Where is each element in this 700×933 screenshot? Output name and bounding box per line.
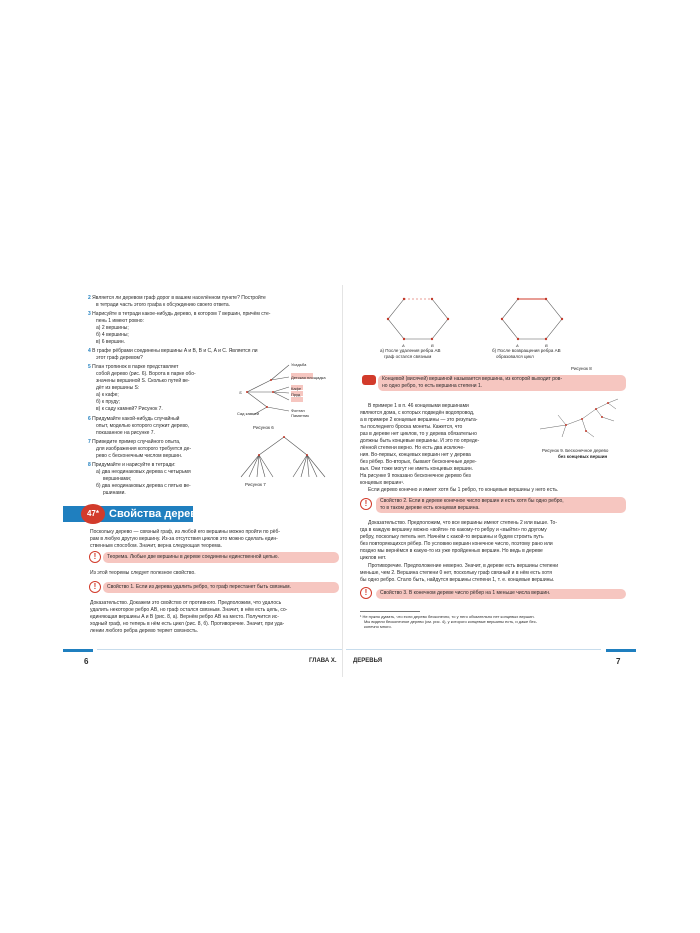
proof-line: лении любого ребра дерево теряет связность. xyxy=(90,628,199,634)
exercise-number: 3 xyxy=(88,311,91,317)
fig8-vertex-label: B xyxy=(431,343,434,348)
body-line: а в примере 2 концевые вершины — это результа- xyxy=(360,417,478,423)
figure-6-caption: Рисунок 6 xyxy=(253,425,274,430)
exercise-number: 5 xyxy=(88,364,91,370)
figure-9-caption: Рисунок 9. Бесконечное дерево xyxy=(542,448,609,453)
property-3-text: Свойство 3. В конечном дереве число рёбер на 1 меньше числа вершин. xyxy=(380,590,551,596)
proof2-line: ребру, поскольку петель нет. Начнём с какой-то вершины и будем строить путь xyxy=(360,534,544,540)
proof2-line: Доказательство. Предположим, что все вершины имеют степень 2 или выше. То- xyxy=(368,520,557,526)
body-line: концевых вершин¹. xyxy=(360,480,405,486)
figure-6-park-tree xyxy=(233,359,343,417)
footnote-line: конечно много. xyxy=(364,624,392,629)
exercise-text: вершинами; xyxy=(103,476,132,482)
figure-7-caption: Рисунок 7 xyxy=(245,482,266,487)
footer-bar xyxy=(97,649,342,650)
exercise-text: б) два неодинаковых дерева с пятью ве- xyxy=(96,483,191,489)
footnote-line: Мы видели бесконечное дерево (см. рис. 4), у которого концевые вершины есть, и даже бес- xyxy=(364,619,538,624)
contra-line: бы одно ребро. Стало быть, найдутся вершины степени 1, т. е. концевые вершины. xyxy=(360,577,555,583)
book-icon xyxy=(362,375,376,385)
footnote-rule xyxy=(360,611,420,612)
proof2-line: циклов нет. xyxy=(360,555,387,561)
fig6-label: Кафе xyxy=(291,386,302,391)
property-2-line: то в таком дереве есть концевая вершина. xyxy=(380,505,480,511)
exercise-text: в) к саду камней? Рисунок 7. xyxy=(96,406,163,412)
exercise-text: Является ли деревом граф дорог в вашем населённом пункте? Постройте xyxy=(92,295,266,301)
chapter-footer: ДЕРЕВЬЯ xyxy=(353,658,383,664)
page-number: 6 xyxy=(84,657,89,666)
left-page xyxy=(63,285,342,677)
body-line: лённой степени верно. Но есть два исключе- xyxy=(360,445,465,451)
exercise-text: Придумайте и нарисуйте в тетради: xyxy=(92,462,176,468)
proof2-line: гда в каждую вершину можно «войти» по какому-то ребру и «выйти» по другому xyxy=(360,527,547,533)
property-1-text: Свойство 1. Если из дерева удалить ребро, то граф перестанет быть связным. xyxy=(107,584,291,590)
theorem-text: Теорема. Любые две вершины в дереве соединены единственной цепью. xyxy=(107,554,279,560)
exercise-text: этот граф деревом? xyxy=(96,355,143,361)
body-line: ния. Во-первых, концевых вершин нет у дерева xyxy=(360,452,471,458)
body-line: вья. Они тоже могут не иметь концевых вершин. xyxy=(360,466,473,472)
fig8-vertex-label: A xyxy=(516,343,519,348)
fig6-label: Пруд xyxy=(291,392,301,397)
definition-line: но одно ребро, то есть вершина степени 1. xyxy=(382,383,483,389)
fig8-vertex-label: B xyxy=(545,343,548,348)
fig8-vertex-label: A xyxy=(402,343,405,348)
proof2-line: поздно мы вернёмся в какую-то из уже пройденных вершин. Но ведь в дереве xyxy=(360,548,543,554)
page-number: 7 xyxy=(616,657,621,666)
figure-9-infinite-tree xyxy=(536,395,636,445)
exercise-text: опыт, моделью которого служит дерево, xyxy=(96,423,190,429)
body-line: Если дерево конечно и имеет хотя бы 1 ребро, то концевые вершины у него есть. xyxy=(368,487,559,493)
property-2-line: Свойство 2. Если в дереве конечное число вершин и есть хотя бы одно ребро, xyxy=(380,498,564,504)
footnote-line: ¹ Не нужно думать, что если дерево бесконечно, то у него обязательно нет концевых вершин. xyxy=(360,614,535,619)
exercise-text: рево с бесконечным числом вершин. xyxy=(96,453,183,459)
exercise-text: для изображения которого требуется де- xyxy=(96,446,192,452)
exercise-number: 7 xyxy=(88,439,91,445)
fig8a-caption: граф остался связным xyxy=(384,354,432,359)
footer-bar xyxy=(346,649,601,650)
intro-line: Поскольку дерево — связный граф, из любой его вершины можно пройти по рёб- xyxy=(90,529,281,535)
proof2-line: без повторяющихся рёбер. По условию вершин конечное число, поэтому рано или xyxy=(360,541,553,547)
fig8a-caption: а) После удаления ребра AB xyxy=(380,348,441,353)
body-line: раз в дереве нет циклов, то у дерева обязательно xyxy=(360,431,477,437)
exercise-text: Придумайте какой-нибудь случайный xyxy=(92,416,180,422)
body-line: являются дома, с которых подведён водопровод, xyxy=(360,410,475,416)
exercise-text: дёт из вершины S: xyxy=(96,385,140,391)
exercise-text: собой дерево (рис. 6). Ворота в парке обо- xyxy=(96,371,196,377)
exercise-text: Нарисуйте в тетради какое-нибудь дерево, в котором 7 вершин, причём сте- xyxy=(92,311,271,317)
fig6-label: Сад камней xyxy=(237,411,260,416)
exercise-text: ршинами. xyxy=(103,490,126,496)
book-spread xyxy=(63,285,636,677)
contra-line: меньше, чем 2. Вершина степени 0 нет, поскольку граф связный и в нём есть хотя xyxy=(360,570,552,576)
exercise-text: значены вершиной S. Сколько путей ве- xyxy=(96,378,190,384)
exercise-text: Приведите пример случайного опыта, xyxy=(92,439,181,445)
fig6-label: Фонтан xyxy=(291,408,305,413)
fig8b-caption: б) После возвращения ребра AB xyxy=(492,348,561,353)
body-line: ты последнего броска монеты. Кажется, что xyxy=(360,424,463,430)
exercise-number: 4 xyxy=(88,348,91,354)
body-line: В примере 1 в п. 46 концевыми вершинами xyxy=(368,403,469,409)
exclamation-icon: ! xyxy=(89,551,101,563)
fig6-label: S xyxy=(239,390,242,395)
exercise-text: пень 1 имеют ровно: xyxy=(96,318,144,324)
figure-9-caption: без концевых вершин xyxy=(558,454,608,459)
exercise-text: показанное на рисунке 7. xyxy=(96,430,155,436)
fig6-label: Детская площадка xyxy=(291,375,326,380)
exclamation-icon: ! xyxy=(360,587,372,599)
proof-line: ходный граф, но теперь в нём есть цикл (рис. 8, б). Противоречие. Значит, при уда- xyxy=(90,621,285,627)
exercise-number: 2 xyxy=(88,295,91,301)
intro-line: рам в любую другую вершину. Из-за отсутствия циклов это можно сделать един- xyxy=(90,536,278,542)
body-line: без рёбер. Во-вторых, бывают бесконечные дере- xyxy=(360,459,477,465)
right-page xyxy=(346,285,636,677)
exercise-text: План тропинок в парке представляет xyxy=(92,364,179,370)
exercise-text: в) 6 вершин. xyxy=(96,339,125,345)
figure-8-caption: Рисунок 8 xyxy=(571,366,592,371)
exercise-text: В графе рёбрами соединены вершины A и B, B и C, A и C. Является ли xyxy=(92,348,258,354)
exercise-number: 8 xyxy=(88,462,91,468)
proof-line: удалить некоторое ребро AB, но граф остался связным. Значит, в нём есть цепь, со- xyxy=(90,607,288,613)
exercise-text: а) два неодинаковых дерева с четырьмя xyxy=(96,469,191,475)
exclamation-icon: ! xyxy=(89,581,101,593)
body-line: На рисунке 9 показано бесконечное дерево без xyxy=(360,473,471,479)
exercise-text: б) 4 вершины; xyxy=(96,332,129,338)
footer-bar xyxy=(63,649,93,652)
body-line: должны быть концевые вершины. И это по опреде- xyxy=(360,438,480,444)
exercise-number: 6 xyxy=(88,416,91,422)
proof-line: единяющая вершины A и B (рис. 8, а). Вернём ребро AB на место. Получится ис- xyxy=(90,614,279,620)
exercise-text: а) к кафе; xyxy=(96,392,119,398)
follow-text: Из этой теоремы следует полезное свойство. xyxy=(90,570,196,576)
exclamation-icon: ! xyxy=(360,498,372,510)
exercise-text: а) 2 вершины; xyxy=(96,325,129,331)
footer-bar xyxy=(606,649,636,652)
fig6-label: Усадьба xyxy=(291,362,307,367)
exercise-text: б) к пруду; xyxy=(96,399,121,405)
fig6-label: Памятник xyxy=(291,413,310,418)
section-title: Свойства деревьев xyxy=(109,508,217,520)
fig8b-caption: образовался цикл xyxy=(496,354,534,359)
figure-7-tree xyxy=(237,433,337,483)
proof-line: Доказательство. Докажем это свойство от противного. Предположим, что удалось xyxy=(90,600,282,606)
section-number-badge: 47* xyxy=(81,504,105,524)
intro-line: ственным способом. Значит, верна следующая теорема. xyxy=(90,543,222,549)
chapter-footer: ГЛАВА X. xyxy=(309,658,337,664)
exercise-text: в тетради часть этого графа к обсуждению своего ответа. xyxy=(96,302,231,308)
definition-line: Концевой (висячей) вершиной называется вершина, из которой выходит ров- xyxy=(382,376,563,382)
contra-line: Противоречие. Предположение неверно. Значит, в дереве есть вершины степени xyxy=(368,563,559,569)
book-gutter xyxy=(342,285,343,677)
